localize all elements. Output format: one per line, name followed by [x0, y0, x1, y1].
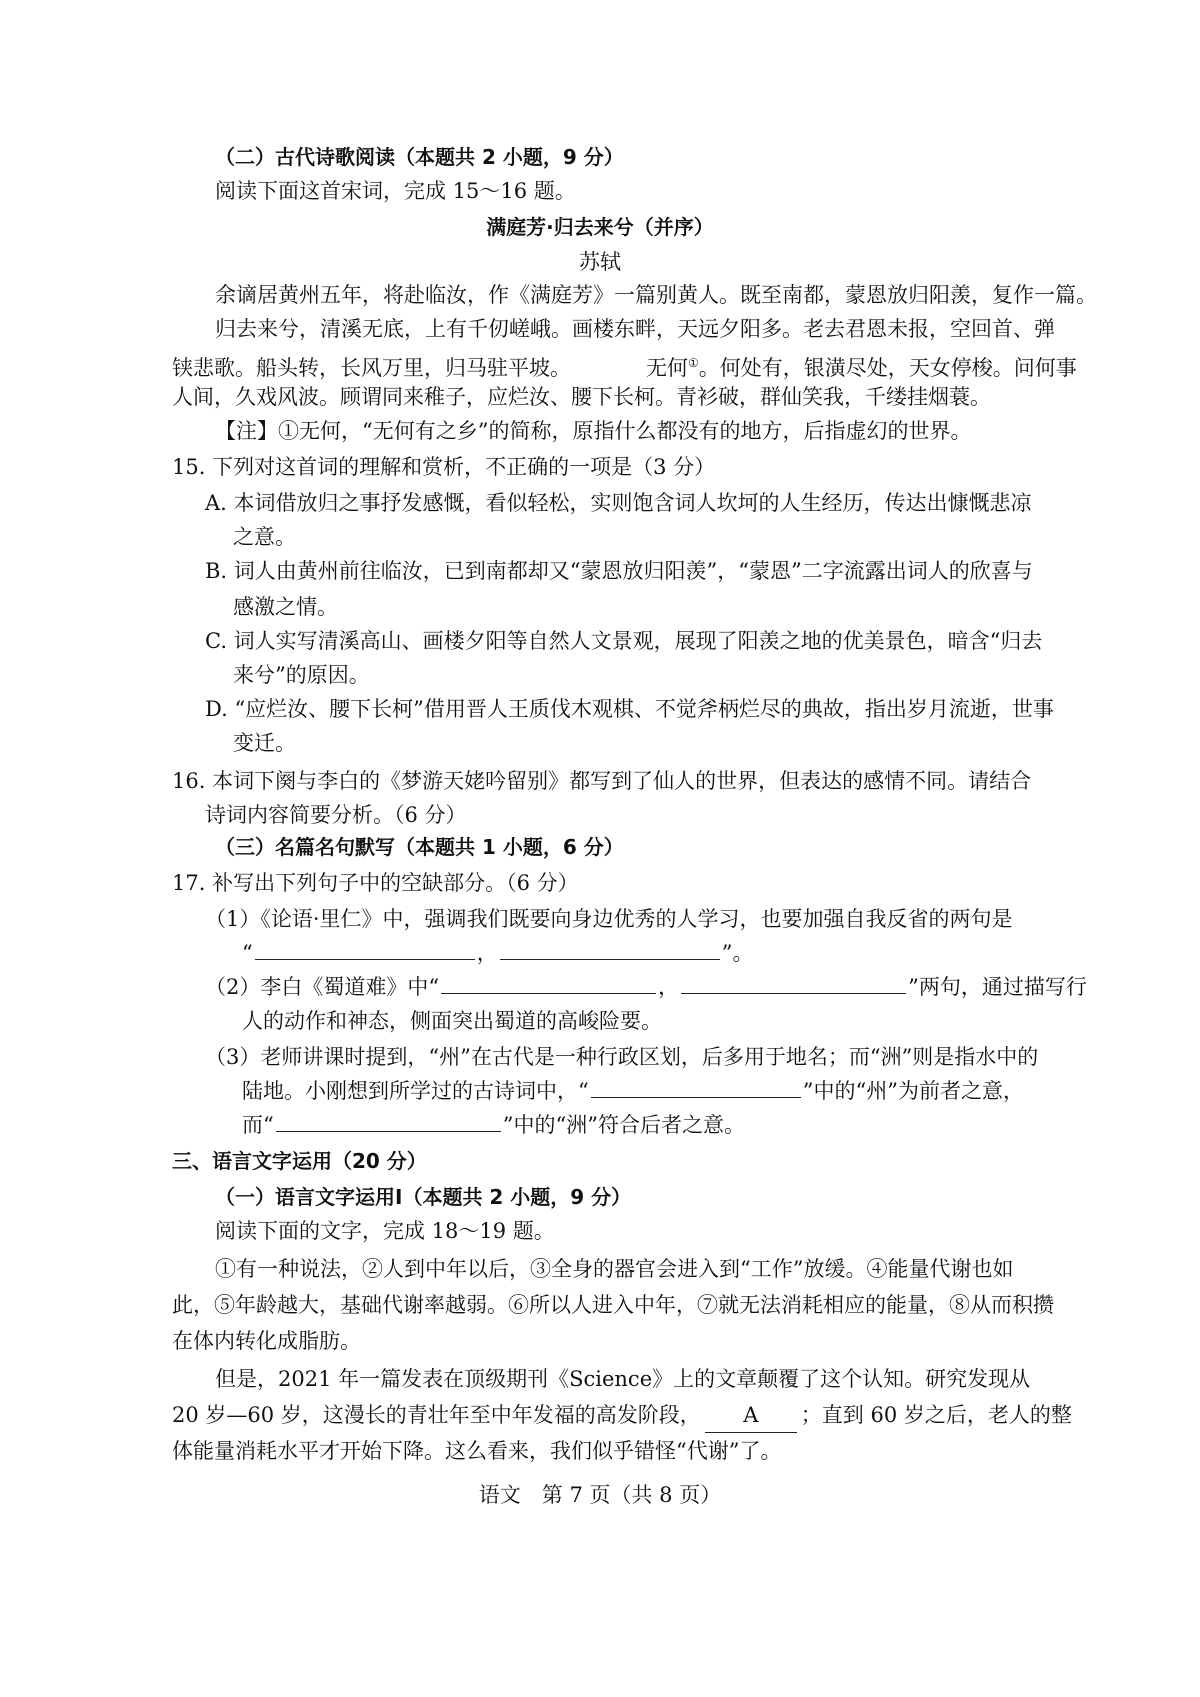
footnote-mark: ①: [688, 356, 699, 370]
q15-option-c-line2: 来兮”的原因。: [233, 663, 370, 687]
q15-option-a-line1: A. 本词借放归之事抒发感慨，看似轻松，实则饱含词人坎坷的人生经历，传达出慷慨悲凉: [205, 491, 1032, 515]
part3-sub-heading: （一）语言文字运用Ⅰ（本题共 2 小题，9 分）: [215, 1185, 632, 1209]
q17-p3-blank-1[interactable]: [591, 1075, 801, 1098]
q17-p2-blank-2[interactable]: [681, 971, 906, 994]
q17-p3-line3: [0, 1108, 1200, 1142]
q15-option-d-line1: D. “应烂汝、腰下长柯”借用晋人王质伐木观棋、不觉斧柄烂尽的典故，指出岁月流逝，世事: [205, 697, 1054, 721]
blank-a[interactable]: A: [705, 1398, 797, 1433]
q17-p1-blank-2[interactable]: [500, 937, 720, 960]
para2-line2: [0, 1398, 1200, 1432]
q17-p1-line2: [0, 936, 1200, 970]
poem-line-2: [0, 346, 1200, 380]
q17-p3-line3-pre: 而“: [242, 1113, 274, 1137]
q16-line2: 诗词内容简要分析。（6 分）: [205, 803, 467, 827]
q17-p3-line2: [0, 1074, 1200, 1108]
q17-p2-blank-1[interactable]: [441, 971, 656, 994]
q17-p3-blank-2[interactable]: [276, 1109, 501, 1132]
page-footer: 语文 第 7 页（共 8 页）: [478, 1483, 722, 1507]
q15-stem: 15. 下列对这首词的理解和赏析，不正确的一项是（3 分）: [172, 455, 716, 479]
part3-instruction: 阅读下面的文字，完成 18～19 题。: [215, 1219, 555, 1243]
q15-option-d-line2: 变迁。: [233, 731, 296, 755]
q16-line1: 16. 本词下阕与李白的《梦游天姥吟留别》都写到了仙人的世界，但表达的感情不同。请结合: [172, 769, 1032, 793]
q17-p3-line2-post: ”中的“州”为前者之意，: [802, 1079, 1024, 1103]
q17-p2-line2: 人的动作和神态，侧面突出蜀道的高峻险要。: [242, 1009, 662, 1033]
poem-line-3: 人间，久戏风波。顾谓同来稚子，应烂汝、腰下长柯。青衫破，群仙笑我，千缕挂烟蓑。: [172, 385, 991, 409]
q17-p3-line2-pre: 陆地。小刚想到所学过的古诗词中，“: [242, 1079, 589, 1103]
poem-author: 苏轼: [579, 250, 621, 274]
q17-p2-comma: ，: [658, 975, 680, 999]
para2-line1: 但是，2021 年一篇发表在顶级期刊《Science》上的文章颠覆了这个认知。研究发现从: [215, 1367, 1031, 1391]
para1-line2: 此，⑤年龄越大，基础代谢率越弱。⑥所以人进入中年，⑦就无法消耗相应的能量，⑧从而积攒: [172, 1293, 1054, 1317]
q15-option-c-line1: C. 词人实写清溪高山、画楼夕阳等自然人文景观，展现了阳羡之地的优美景色，暗含“归去: [205, 629, 1043, 653]
poem-preface: 余谪居黄州五年，将赴临汝，作《满庭芳》一篇别黄人。既至南都，蒙恩放归阳羡，复作一篇。: [215, 283, 1097, 307]
poem-title: 满庭芳·归去来兮（并序）: [486, 215, 714, 239]
q17-p2-post: ”两句，通过描写行: [908, 975, 1087, 999]
poem-note: 【注】①无何，“无何有之乡”的简称，原指什么都没有的地方，后指虚幻的世界。: [215, 419, 972, 443]
poem-line-2a: 铗悲歌。船头转，长风万里，归马驻平坡。: [172, 356, 571, 380]
q17-p3-line1: （3）老师讲课时提到，“州”在古代是一种行政区划，后多用于地名；而“洲”则是指水中的: [205, 1045, 1039, 1069]
section3-heading: （三）名篇名句默写（本题共 1 小题，6 分）: [215, 835, 624, 859]
para1-line3: 在体内转化成脂肪。: [172, 1329, 361, 1353]
q15-option-b-line1: B. 词人由黄州前往临汝，已到南都却又“蒙恩放归阳羡”，“蒙恩”二字流露出词人的欣喜与: [205, 559, 1033, 583]
q17-p1-close-quote: ”。: [721, 941, 754, 965]
poem-line-2b-post: 。何处有，银潢尽处，天女停梭。问何事: [698, 356, 1077, 380]
q17-p1-open-quote: “: [242, 941, 253, 965]
section2-heading: （二）古代诗歌阅读（本题共 2 小题，9 分）: [215, 145, 624, 169]
poem-line-1: 归去来兮，清溪无底，上有千仞嵯峨。画楼东畔，天远夕阳多。老去君恩未报，空回首、弹: [215, 317, 1055, 341]
q17-stem: 17. 补写出下列句子中的空缺部分。（6 分）: [172, 871, 579, 895]
q17-p1-comma: ，: [476, 941, 498, 965]
q15-option-b-line2: 感激之情。: [233, 595, 338, 619]
para2-line2-post: ；直到 60 岁之后，老人的整: [800, 1403, 1072, 1427]
q17-p2-line1: [0, 970, 1200, 1004]
q17-p1-line1: （1）《论语·里仁》中，强调我们既要向身边优秀的人学习，也要加强自我反省的两句是: [205, 907, 1013, 931]
para2-line3: 体能量消耗水平才开始下降。这么看来，我们似乎错怪“代谢”了。: [172, 1439, 782, 1463]
q17-p1-blank-1[interactable]: [255, 937, 475, 960]
para1-line1: ①有一种说法，②人到中年以后，③全身的器官会进入到“工作”放缓。④能量代谢也如: [215, 1257, 1014, 1281]
poem-line-2b-pre: 无何: [646, 356, 688, 380]
q17-p3-line3-post: ”中的“洲”符合后者之意。: [502, 1113, 745, 1137]
section2-instruction: 阅读下面这首宋词，完成 15～16 题。: [215, 179, 576, 203]
para2-line2-pre: 20 岁—60 岁，这漫长的青壮年至中年发福的高发阶段，: [172, 1403, 701, 1427]
part3-heading: 三、语言文字运用（20 分）: [172, 1149, 427, 1173]
q17-p2-pre: （2）李白《蜀道难》中“: [205, 975, 440, 999]
q15-option-a-line2: 之意。: [233, 525, 296, 549]
